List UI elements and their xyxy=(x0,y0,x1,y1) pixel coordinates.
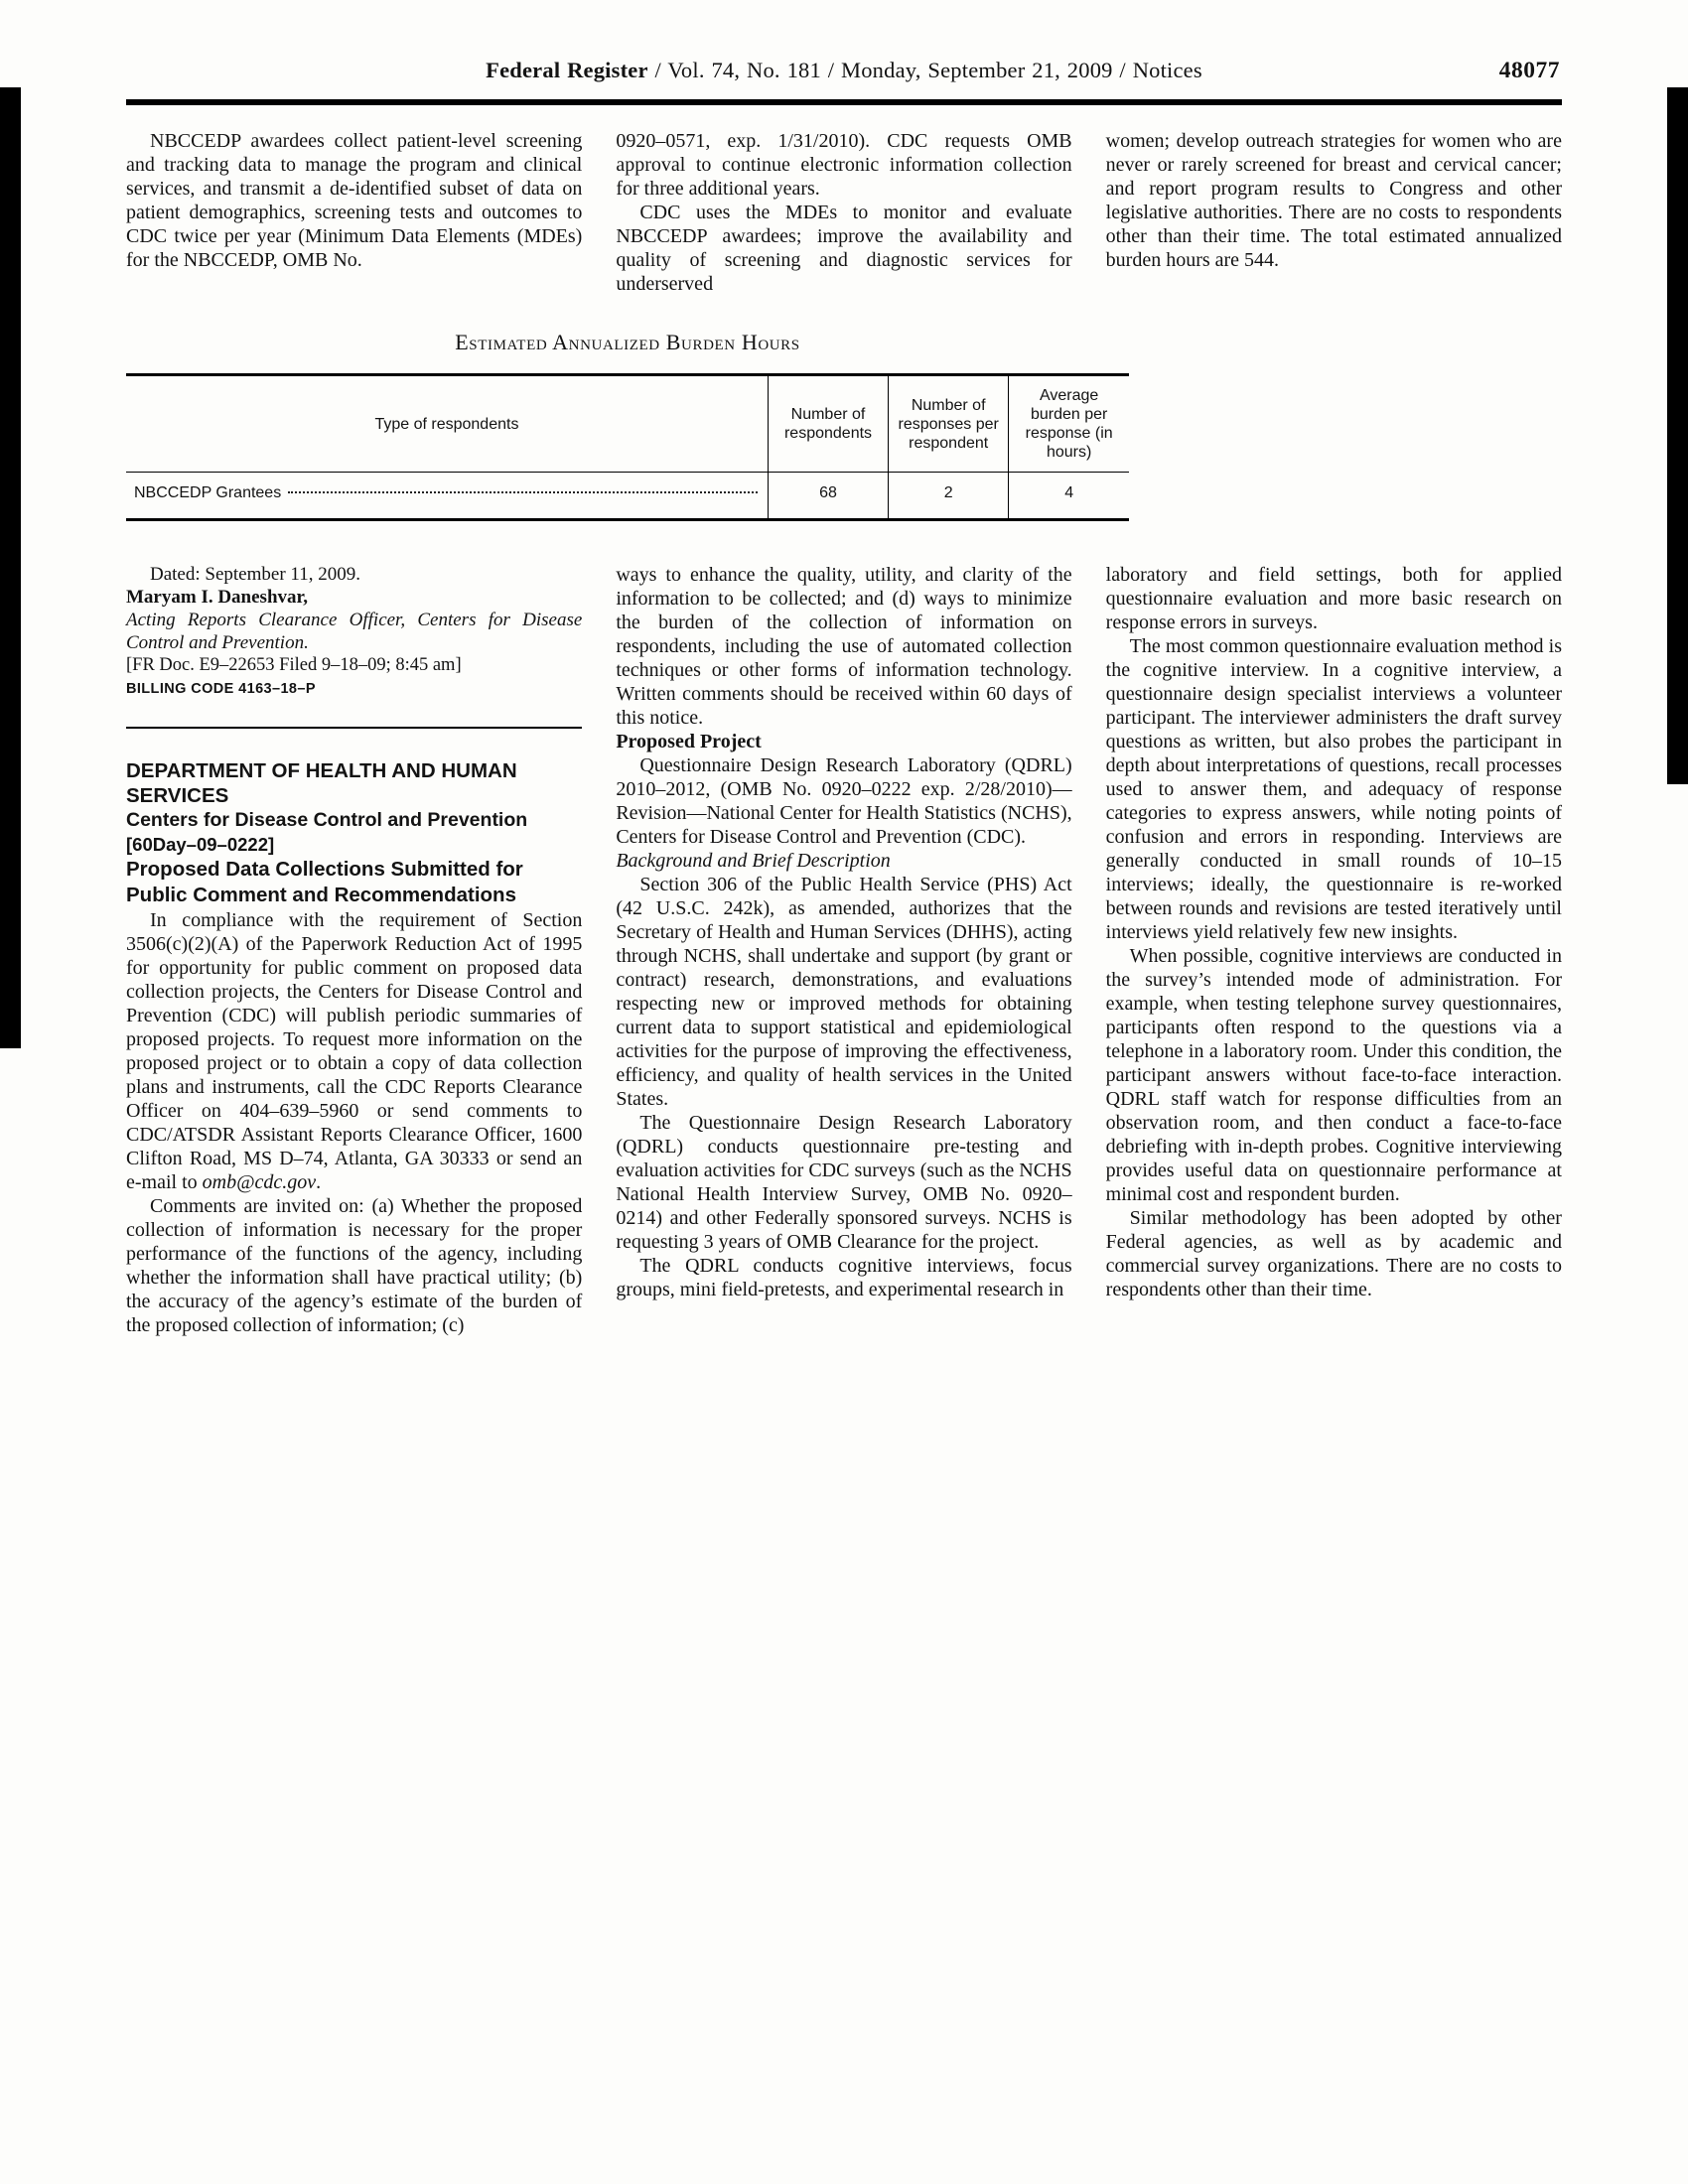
paragraph-text: In compliance with the requirement of Section 3506(c)(2)(A) of the Paperwork Reduction Act of 1995 for opportunity for public comment on proposed data collection projects, the Centers for Disease Control and Prevention (CDC) will publish periodic summaries of proposed projects. To request more information on the proposed project or to obtain a copy of data collection plans and instruments, call the CDC Reports Clearance Officer on 404–639–5960 or send comments to CDC/ATSDR Assistant Reports Clearance Officer, 1600 Clifton Road, MS D–74, Atlanta, GA 30333 or send an e-mail to xyxy=(126,909,583,1193)
column-header-responses-per-respondent: Number of responses per respondent xyxy=(889,375,1009,473)
signer-title: Acting Reports Clearance Officer, Centers for Disease Control and Prevention. xyxy=(126,610,583,653)
column-header-average-burden: Average burden per response (in hours) xyxy=(1009,375,1129,473)
top-column-2 xyxy=(616,129,1071,296)
column-header-type-of-respondents: Type of respondents xyxy=(126,375,768,473)
paragraph: women; develop outreach strategies for women who are never or rarely screened for breast and cervical cancer; and report program results to Congress and other legislative authorities. There are no costs to respondents other than their time. The total estimated annualized burden hours are 544. xyxy=(1105,130,1562,271)
paragraph: Comments are invited on: (a) Whether the proposed collection of information is necessary for the proper performance of the functions of the agency, including whether the information shall have practical utility; (b) the accuracy of the agency’s estimate of the burden of the proposed collection of information; (c) xyxy=(126,1195,583,1336)
table-header-row xyxy=(126,375,1129,473)
signature-block xyxy=(126,563,582,654)
dot-leader xyxy=(288,491,758,493)
cell-type-of-respondents xyxy=(126,473,768,520)
page-content xyxy=(126,58,1562,1337)
paragraph: 0920–0571, exp. 1/31/2010). CDC requests OMB approval to continue electronic information collection for three additional years. xyxy=(616,130,1072,200)
running-head xyxy=(126,58,1562,91)
cell-number-of-respondents: 68 xyxy=(768,473,888,520)
left-edge-binding-bar xyxy=(0,87,21,1048)
top-text-section xyxy=(126,129,1562,296)
paragraph: Similar methodology has been adopted by other Federal agencies, as well as by academic and commercial survey organizations. There are no costs to respondents other than their time. xyxy=(1105,1207,1562,1300)
paragraph: Questionnaire Design Research Laboratory (QDRL) 2010–2012, (OMB No. 0920–0222 exp. 2/28/2010)—Revision—National Center for Health Statistics (NCHS), Centers for Disease Control and Prevention (CDC). xyxy=(616,754,1072,848)
paragraph: laboratory and field settings, both for applied questionnaire evaluation and more basic research on response errors in surveys. xyxy=(1105,564,1562,633)
header-rule xyxy=(126,99,1562,105)
top-column-3 xyxy=(1106,129,1562,296)
paragraph: NBCCEDP awardees collect patient-level screening and tracking data to manage the program and clinical services, and transmit a de-identified subset of data on patient demographics, screening tests and outcomes to CDC twice per year (Minimum Data Elements (MDEs) for the NBCCEDP, OMB No. xyxy=(126,130,583,271)
proposed-project-heading: Proposed Project xyxy=(616,731,762,752)
bottom-column-1 xyxy=(126,563,582,1337)
billing-code: BILLING CODE 4163–18–P xyxy=(126,681,316,697)
paragraph xyxy=(126,908,582,1194)
agency-heading: Centers for Disease Control and Prevention xyxy=(126,809,528,831)
burden-table-section xyxy=(126,330,1562,521)
paragraph: The QDRL conducts cognitive interviews, focus groups, mini field-pretests, and experimental research in xyxy=(616,1255,1072,1300)
citation-text: / Vol. 74, No. 181 / Monday, September 21, 2009 / Notices xyxy=(647,58,1202,82)
top-column-1 xyxy=(126,129,582,296)
docket-number: [60Day–09–0222] xyxy=(126,834,275,855)
row-label: NBCCEDP Grantees xyxy=(134,484,282,501)
paragraph: The Questionnaire Design Research Laboratory (QDRL) conducts questionnaire pre-testing and evaluation activities for CDC surveys (such as the NCHS National Health Interview Survey, OMB No. 0920–0214) and other Federally sponsored surveys. NCHS is requesting 3 years of OMB Clearance for the project. xyxy=(616,1112,1072,1253)
signer-name: Maryam I. Daneshvar, xyxy=(126,587,308,608)
department-heading: DEPARTMENT OF HEALTH AND HUMAN SERVICES xyxy=(126,759,517,807)
paragraph: The most common questionnaire evaluation method is the cognitive interview. In a cognitive interview, a questionnaire design specialist interviews a volunteer participant. The interviewer administers the draft survey questions as written, but also probes the participant in depth about interpretations of questions, recall processes used to answer them, and adequacy of response categories to express answers, while noting points of confusion and errors in responding. Interviews are generally conducted in small rounds of 10–15 interviews; ideally, the questionnaire is re-worked between rounds and revisions are tested iteratively until interviews yield relatively few new insights. xyxy=(1105,635,1562,943)
section-divider-rule xyxy=(126,727,582,729)
cell-responses-per-respondent: 2 xyxy=(889,473,1009,520)
paragraph: CDC uses the MDEs to monitor and evaluate NBCCEDP awardees; improve the availability and quality of screening and diagnostic services for underserved xyxy=(616,202,1072,295)
paragraph-text: . xyxy=(316,1171,322,1193)
burden-table xyxy=(126,373,1129,521)
column-header-number-of-respondents: Number of respondents xyxy=(768,375,888,473)
paragraph: When possible, cognitive interviews are conducted in the survey’s intended mode of administration. For example, when testing telephone survey questionnaires, participants often respond to the questions via a telephone in a laboratory room. Under this condition, the participant answers without face-to-face interaction. QDRL staff watch for response difficulties from an observation room, and then conduct a face-to-face debriefing with in-depth probes. Cognitive interviewing provides useful data on questionnaire performance at minimal cost and respondent burden. xyxy=(1105,945,1562,1205)
bottom-column-3 xyxy=(1106,563,1562,1337)
email-address: omb@cdc.gov xyxy=(202,1171,317,1193)
page-number: 48077 xyxy=(1498,58,1560,83)
dated-line: Dated: September 11, 2009. xyxy=(150,564,360,585)
running-head-citation xyxy=(126,58,1562,83)
cell-average-burden: 4 xyxy=(1009,473,1129,520)
right-edge-binding-bar xyxy=(1667,87,1688,784)
background-heading: Background and Brief Description xyxy=(616,850,891,872)
fr-doc-line: [FR Doc. E9–22653 Filed 9–18–09; 8:45 am] xyxy=(126,655,462,675)
journal-name: Federal Register xyxy=(486,58,648,82)
table-title: Estimated Annualized Burden Hours xyxy=(455,330,800,354)
notice-title: Proposed Data Collections Submitted for Public Comment and Recommendations xyxy=(126,858,523,906)
paragraph: Section 306 of the Public Health Service (PHS) Act (42 U.S.C. 242k), as amended, authorizes that the Secretary of Health and Human Services (DHHS), acting through NCHS, shall undertake and support (by grant or contract) research, demonstrations, and evaluations respecting new or improved methods for obtaining current data to support statistical and epidemiological activities for the purpose of improving the effectiveness, efficiency, and quality of health services in the United States. xyxy=(616,874,1072,1110)
bottom-text-section xyxy=(126,563,1562,1337)
paragraph: ways to enhance the quality, utility, and clarity of the information to be collected; and (d) ways to minimize the burden of the collection of information on respondents, including the use of automated collection techniques or other forms of information technology. Written comments should be received within 60 days of this notice. xyxy=(616,564,1072,729)
table-row xyxy=(126,473,1129,520)
bottom-column-2 xyxy=(616,563,1071,1337)
